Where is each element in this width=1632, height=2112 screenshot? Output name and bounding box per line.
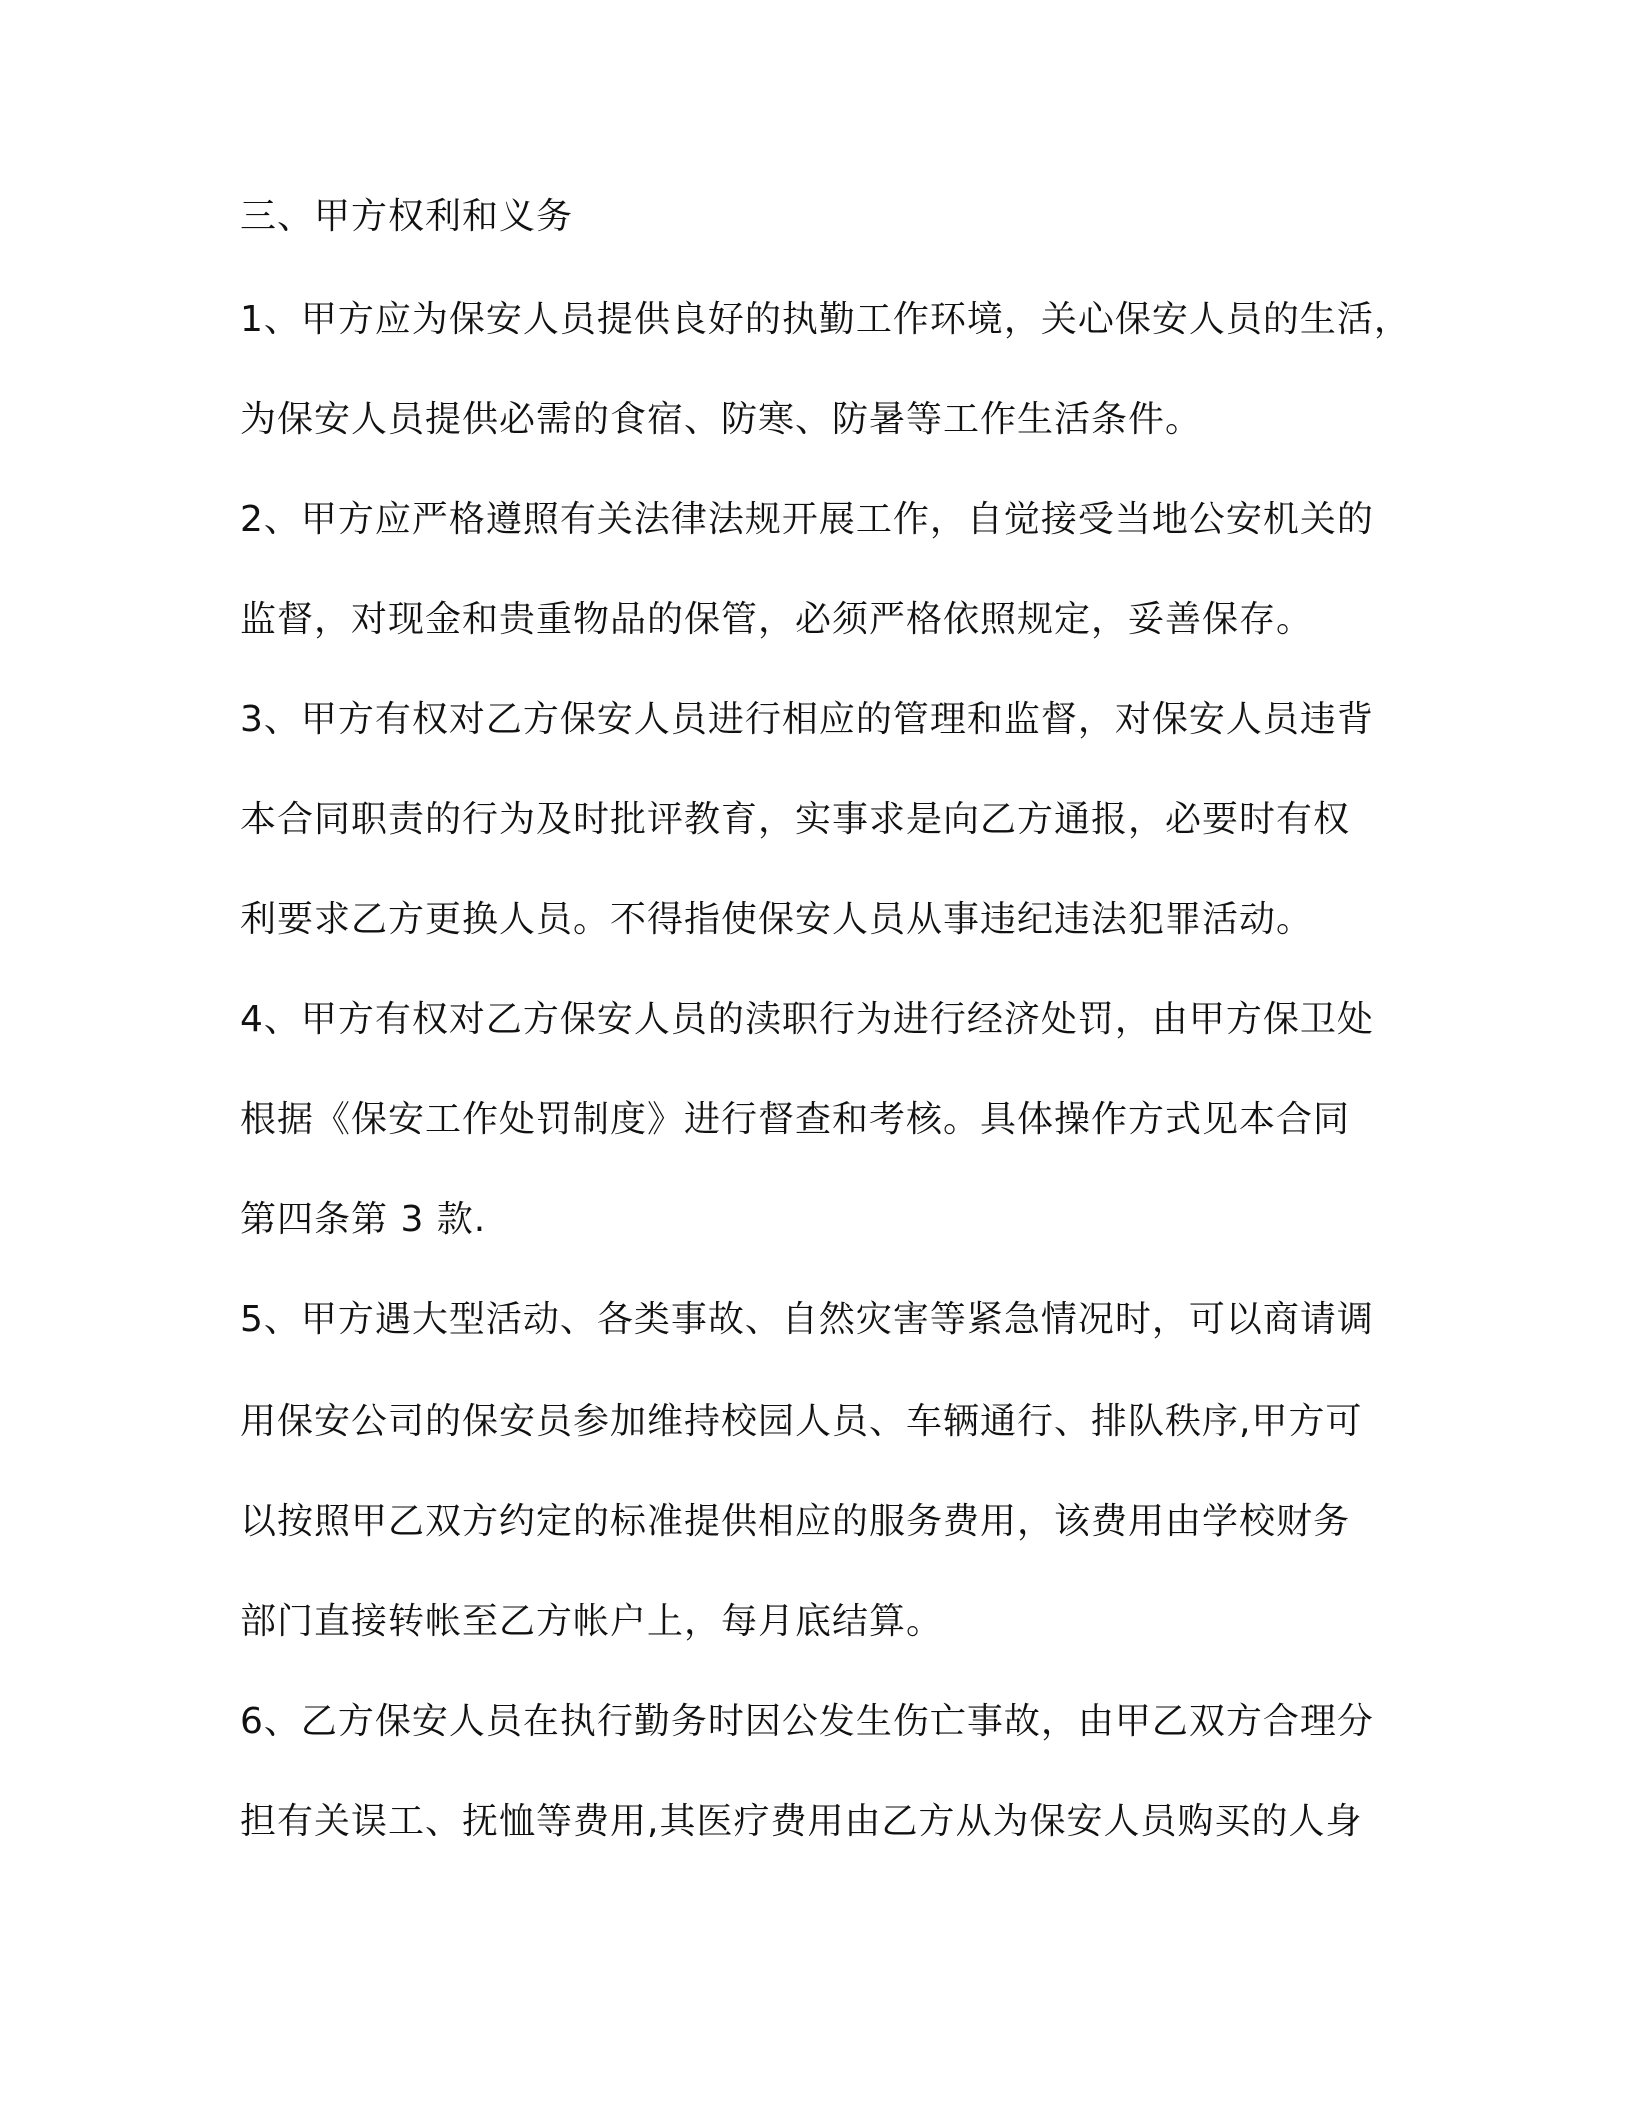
paragraph-line: 第四条第 3 款. <box>240 1199 487 1240</box>
paragraph-line: 1、甲方应为保安人员提供良好的执勤工作环境，关心保安人员的生活， <box>240 299 1411 340</box>
paragraph-line: 部门直接转帐至乙方帐户上，每月底结算。 <box>240 1601 944 1642</box>
paragraph-line: 根据《保安工作处罚制度》进行督查和考核。具体操作方式见本合同 <box>240 1099 1351 1140</box>
paragraph-line: 利要求乙方更换人员。不得指使保安人员从事违纪违法犯罪活动。 <box>240 899 1314 940</box>
paragraph-line: 6、乙方保安人员在执行勤务时因公发生伤亡事故，由甲乙双方合理分 <box>240 1701 1374 1742</box>
paragraph-line: 担有关误工、抚恤等费用,其医疗费用由乙方从为保安人员购买的人身 <box>240 1801 1363 1842</box>
paragraph-line: 2、甲方应严格遵照有关法律法规开展工作，自觉接受当地公安机关的 <box>240 499 1374 540</box>
paragraph-line: 本合同职责的行为及时批评教育，实事求是向乙方通报，必要时有权 <box>240 799 1351 840</box>
paragraph-line: 为保安人员提供必需的食宿、防寒、防暑等工作生活条件。 <box>240 399 1203 440</box>
paragraph-line: 监督，对现金和贵重物品的保管，必须严格依照规定，妥善保存。 <box>240 599 1314 640</box>
paragraph-line: 4、甲方有权对乙方保安人员的渎职行为进行经济处罚，由甲方保卫处 <box>240 999 1374 1040</box>
paragraph-line: 用保安公司的保安员参加维持校园人员、车辆通行、排队秩序,甲方可 <box>240 1401 1363 1442</box>
paragraph-line: 3、甲方有权对乙方保安人员进行相应的管理和监督，对保安人员违背 <box>240 699 1374 740</box>
paragraph-line: 以按照甲乙双方约定的标准提供相应的服务费用，该费用由学校财务 <box>240 1501 1351 1542</box>
paragraph-line: 5、甲方遇大型活动、各类事故、自然灾害等紧急情况时，可以商请调 <box>240 1299 1374 1340</box>
section-heading: 三、甲方权利和义务 <box>240 196 574 237</box>
